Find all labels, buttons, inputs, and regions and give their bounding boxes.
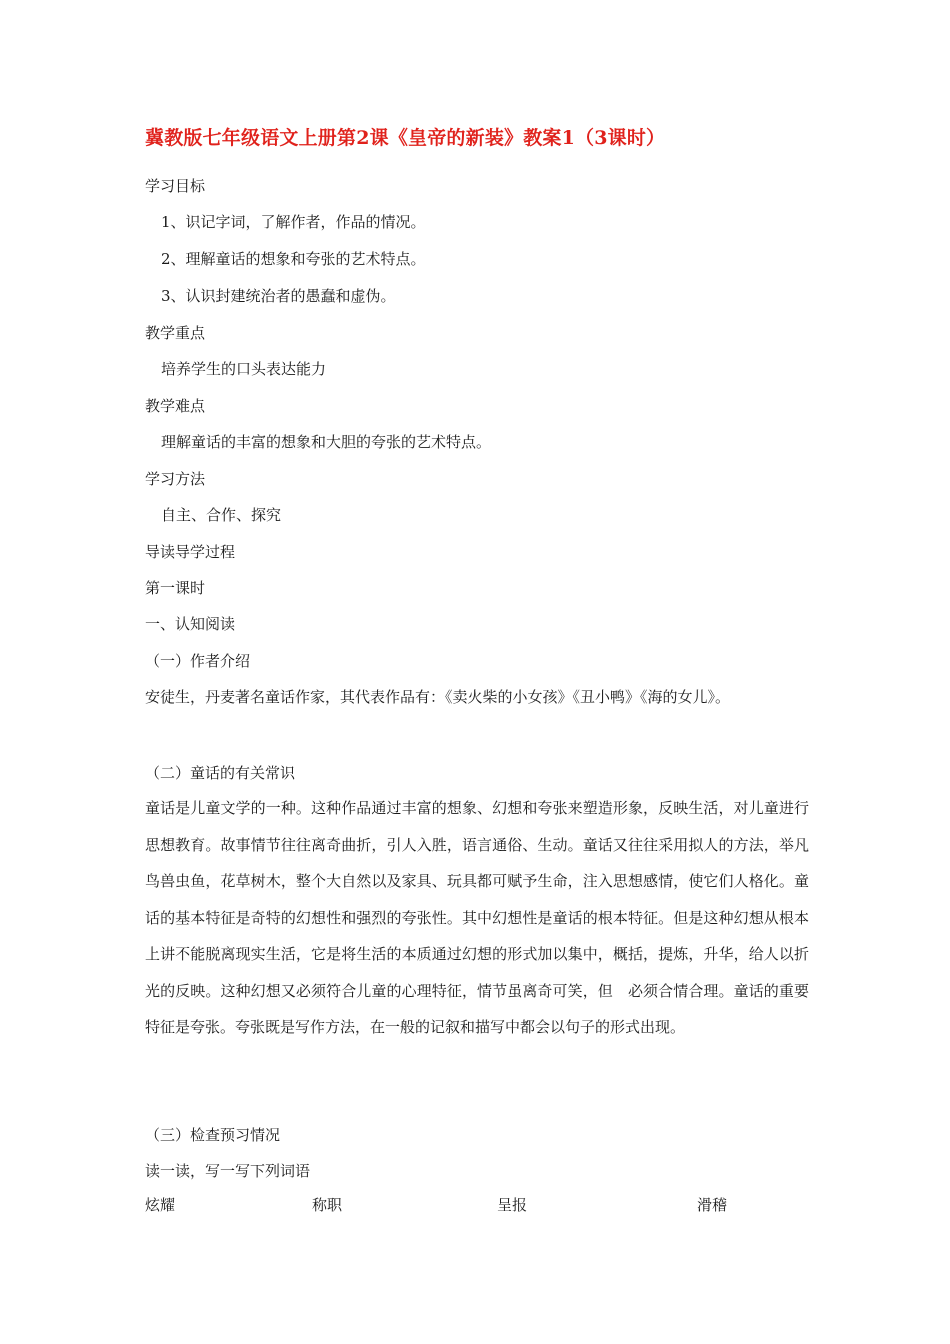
- process-heading: 导读导学过程: [145, 543, 236, 561]
- method-text: 自主、合作、探究: [161, 506, 282, 524]
- difficulty-heading: 教学难点: [145, 397, 206, 415]
- vocab-word: 炫耀: [145, 1196, 176, 1214]
- goal-item-2: 2、理解童话的想象和夸张的艺术特点。: [161, 250, 426, 268]
- goals-heading: 学习目标: [145, 177, 206, 195]
- sub2-heading: （二）童话的有关常识: [145, 764, 296, 782]
- vocabulary-row: [0, 1194, 950, 1218]
- key-heading: 教学重点: [145, 324, 206, 342]
- vocab-word: 呈报: [497, 1196, 528, 1214]
- sub1-heading: （一）作者介绍: [145, 652, 251, 670]
- sub2-paragraph: 童话是儿童文学的一种。这种作品通过丰富的想象、幻想和夸张来塑造形象，反映生活，对儿童进行思想教育。故事情节往往离奇曲折，引人入胜，语言通俗、生动。童话又往往采用拟人的方法，举凡鸟兽虫鱼，花草树木，整个大自然以及家具、玩具都可赋予生命，注入思想感情，使它们人格化。童话的基本特征是奇特的幻想性和强烈的夸张性。其中幻想性是童话的根本特征。但是这种幻想从根本上讲不能脱离现实生活，它是将生活的本质通过幻想的形式加以集中，概括，提炼，升华，给人以折光的反映。这种幻想又必须符合儿童的心理特征，情节虽离奇可笑，但 必须合情合理。童话的重要特征是夸张。夸张既是写作方法，在一般的记叙和描写中都会以句子的形式出现。: [145, 799, 809, 1036]
- method-heading: 学习方法: [145, 470, 206, 488]
- difficulty-text: 理解童话的丰富的想象和大胆的夸张的艺术特点。: [161, 433, 492, 451]
- lesson-heading: 第一课时: [145, 579, 206, 597]
- goal-item-3: 3、认识封建统治者的愚蠢和虚伪。: [161, 287, 396, 305]
- vocab-word: 称职: [312, 1196, 343, 1214]
- sub3-text: 读一读，写一写下列词语: [145, 1162, 311, 1180]
- goal-item-1: 1、识记字词，了解作者，作品的情况。: [161, 213, 426, 231]
- sub3-heading: （三）检查预习情况: [145, 1126, 281, 1144]
- part1-heading: 一、认知阅读: [145, 615, 236, 633]
- vocab-word: 滑稽: [697, 1196, 728, 1214]
- key-text: 培养学生的口头表达能力: [161, 360, 327, 378]
- document-title: 冀教版七年级语文上册第2课《皇帝的新装》教案1（3课时）: [145, 127, 666, 149]
- sub1-paragraph: 安徒生，丹麦著名童话作家，其代表作品有：《卖火柴的小女孩》《丑小鸭》《海的女儿》。: [145, 688, 731, 706]
